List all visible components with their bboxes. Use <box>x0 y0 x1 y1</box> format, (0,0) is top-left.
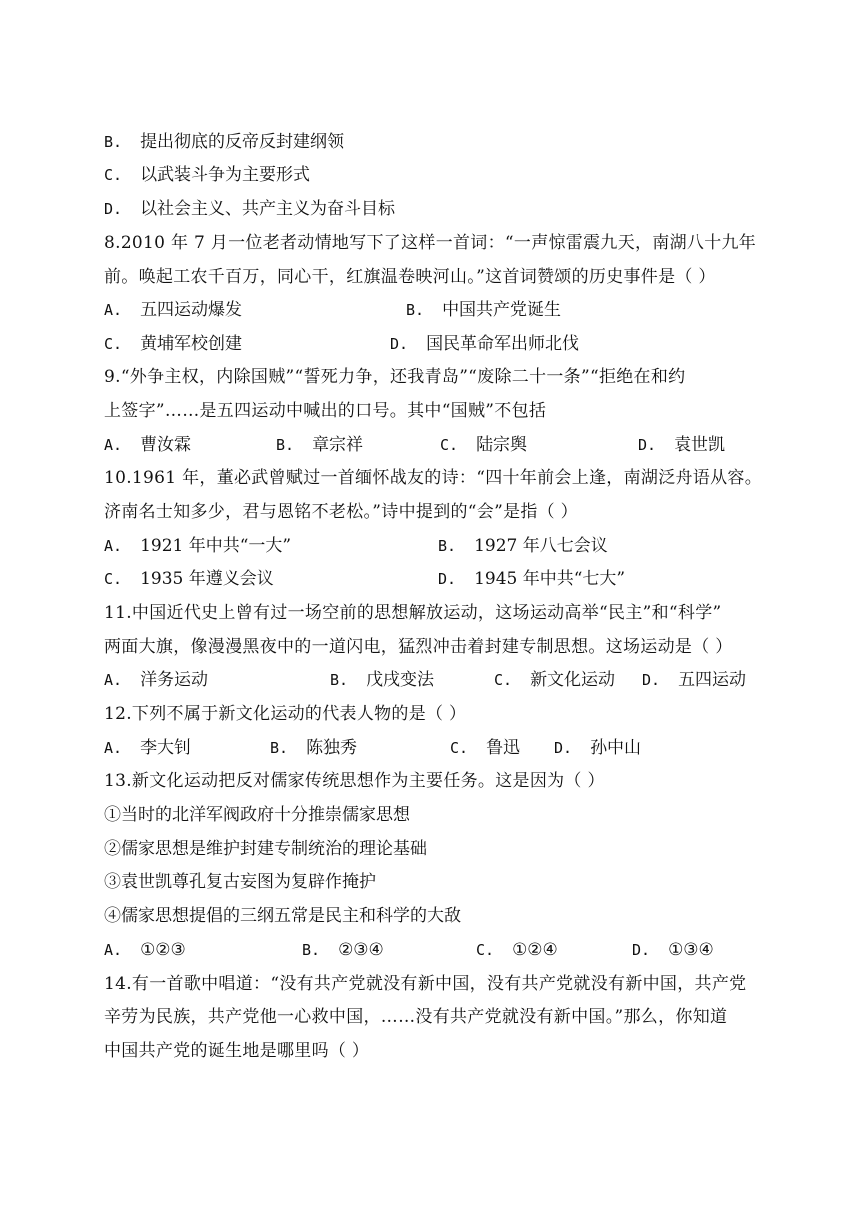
q11-option-a: A. 洋务运动 <box>104 670 209 690</box>
q9-option-b: B. 章宗祥 <box>276 435 364 455</box>
q8-option-c: C. 黄埔军校创建 <box>104 334 243 354</box>
q13-item-3: ③袁世凯尊孔复古妄图为复辟作掩护 <box>104 872 376 892</box>
q8-option-d: D. 国民革命军出师北伐 <box>390 334 580 354</box>
q10-option-a: A. 1921 年中共“一大” <box>104 536 292 556</box>
q12-option-b: B. 陈独秀 <box>270 738 358 758</box>
q8-stem-line2: 前。唤起工农千百万，同心干，红旗温卷映河山。”这首词赞颂的历史事件是（ ） <box>104 267 716 287</box>
q12-option-c: C. 鲁迅 <box>450 738 521 758</box>
exam-page: B. 提出彻底的反帝反封建纲领 C. 以武装斗争为主要形式 D. 以社会主义、共产主义为奋斗目标 8.2010 年 7 月一位老者动情地写下了这样一首词：“一声惊雷震九天，南湖八十九年 前。唤起工农千百万，同心干，红旗温卷映河山。”这首词赞颂的历史事件是（ ） A. 五四运动爆发 B. 中国共产党诞生 C. 黄埔军校创建 D. 国民革命军出师北伐 9.“外争主权，内除国贼”“誓死力争，还我青岛”“废除二十一条”“拒绝在和约 上签字”……是五四运动中喊出的口号。其中“国贼”不包括 A. 曹汝霖 B. 章宗祥 C. 陆宗舆 D. 袁世凯 10.1961 年，董必武曾赋过一首缅怀战友的诗：“四十年前会上逢，南湖泛舟语从容。 济南名士知多少，君与恩铭不老松。”诗中提到的“会”是指（ ） A. 1921 年中共“一大” B. 1927 年八七会议 C. 1935 年遵义会议 D. 1945 年中共“七大” 11.中国近代史上曾有过一场空前的思想解放运动，这场运动高举“民主”和“科学” 两面大旗，像漫漫黑夜中的一道闪电，猛烈冲击着封建专制思想。这场运动是（ ） A. 洋务运动 B. 戊戌变法 C. 新文化运动 D. 五四运动 12.下列不属于新文化运动的代表人物的是（ ） A. 李大钊 B. 陈独秀 C. 鲁迅 D. 孙中山 13.新文化运动把反对儒家传统思想作为主要任务。这是因为（ ） ①当时的北洋军阀政府十分推崇儒家思想 ②儒家思想是维护封建专制统治的理论基础 ③袁世凯尊孔复古妄图为复辟作掩护 ④儒家思想提倡的三纲五常是民主和科学的大敌 A. ①②③ B. ②③④ C. ①②④ D. ①③④ 14.有一首歌中唱道：“没有共产党就没有新中国，没有共产党就没有新中国，共产党 辛劳为民族，共产党他一心救中国，……没有共产党就没有新中国。”那么，你知道 中国共产党的诞生地是哪里吗（ ） <box>0 0 860 1216</box>
q10-stem-line1: 10.1961 年，董必武曾赋过一首缅怀战友的诗：“四十年前会上逢，南湖泛舟语从容。 <box>104 468 762 488</box>
q13-item-2: ②儒家思想是维护封建专制统治的理论基础 <box>104 839 427 859</box>
q11-option-d: D. 五四运动 <box>642 670 747 690</box>
q11-stem-line2: 两面大旗，像漫漫黑夜中的一道闪电，猛烈冲击着封建专制思想。这场运动是（ ） <box>104 637 733 657</box>
q9-option-d: D. 袁世凯 <box>638 435 726 455</box>
q8-stem-line1: 8.2010 年 7 月一位老者动情地写下了这样一首词：“一声惊雷震九天，南湖八十九年 <box>104 233 757 253</box>
q11-option-b: B. 戊戌变法 <box>330 670 435 690</box>
q8-option-b: B. 中国共产党诞生 <box>406 300 562 320</box>
q14-stem-line3: 中国共产党的诞生地是哪里吗（ ） <box>104 1041 370 1061</box>
q13-option-c: C. ①②④ <box>476 940 558 960</box>
q10-stem-line2: 济南名士知多少，君与恩铭不老松。”诗中提到的“会”是指（ ） <box>104 502 578 522</box>
q13-item-1: ①当时的北洋军阀政府十分推崇儒家思想 <box>104 805 410 825</box>
q9-stem-line2: 上签字”……是五四运动中喊出的口号。其中“国贼”不包括 <box>104 401 547 421</box>
q10-option-d: D. 1945 年中共“七大” <box>438 569 626 589</box>
q9-option-a: A. 曹汝霖 <box>104 435 192 455</box>
q12-option-d: D. 孙中山 <box>554 738 642 758</box>
q12-option-a: A. 李大钊 <box>104 738 192 758</box>
q9-stem-line1: 9.“外争主权，内除国贼”“誓死力争，还我青岛”“废除二十一条”“拒绝在和约 <box>104 367 686 387</box>
q8-option-a: A. 五四运动爆发 <box>104 300 243 320</box>
q13-option-a: A. ①②③ <box>104 940 186 960</box>
q13-option-d: D. ①③④ <box>632 940 714 960</box>
q10-option-c: C. 1935 年遵义会议 <box>104 569 274 589</box>
q11-option-c: C. 新文化运动 <box>494 670 616 690</box>
q14-stem-line1: 14.有一首歌中唱道：“没有共产党就没有新中国，没有共产党就没有新中国，共产党 <box>104 974 747 994</box>
q11-stem-line1: 11.中国近代史上曾有过一场空前的思想解放运动，这场运动高举“民主”和“科学” <box>104 603 722 623</box>
q10-option-b: B. 1927 年八七会议 <box>438 536 608 556</box>
q13-item-4: ④儒家思想提倡的三纲五常是民主和科学的大敌 <box>104 906 461 926</box>
q14-stem-line2: 辛劳为民族，共产党他一心救中国，……没有共产党就没有新中国。”那么，你知道 <box>104 1007 728 1027</box>
q13-option-b: B. ②③④ <box>302 940 384 960</box>
q13-stem: 13.新文化运动把反对儒家传统思想作为主要任务。这是因为（ ） <box>104 771 605 791</box>
q12-stem: 12.下列不属于新文化运动的代表人物的是（ ） <box>104 704 467 724</box>
q9-option-c: C. 陆宗舆 <box>440 435 528 455</box>
